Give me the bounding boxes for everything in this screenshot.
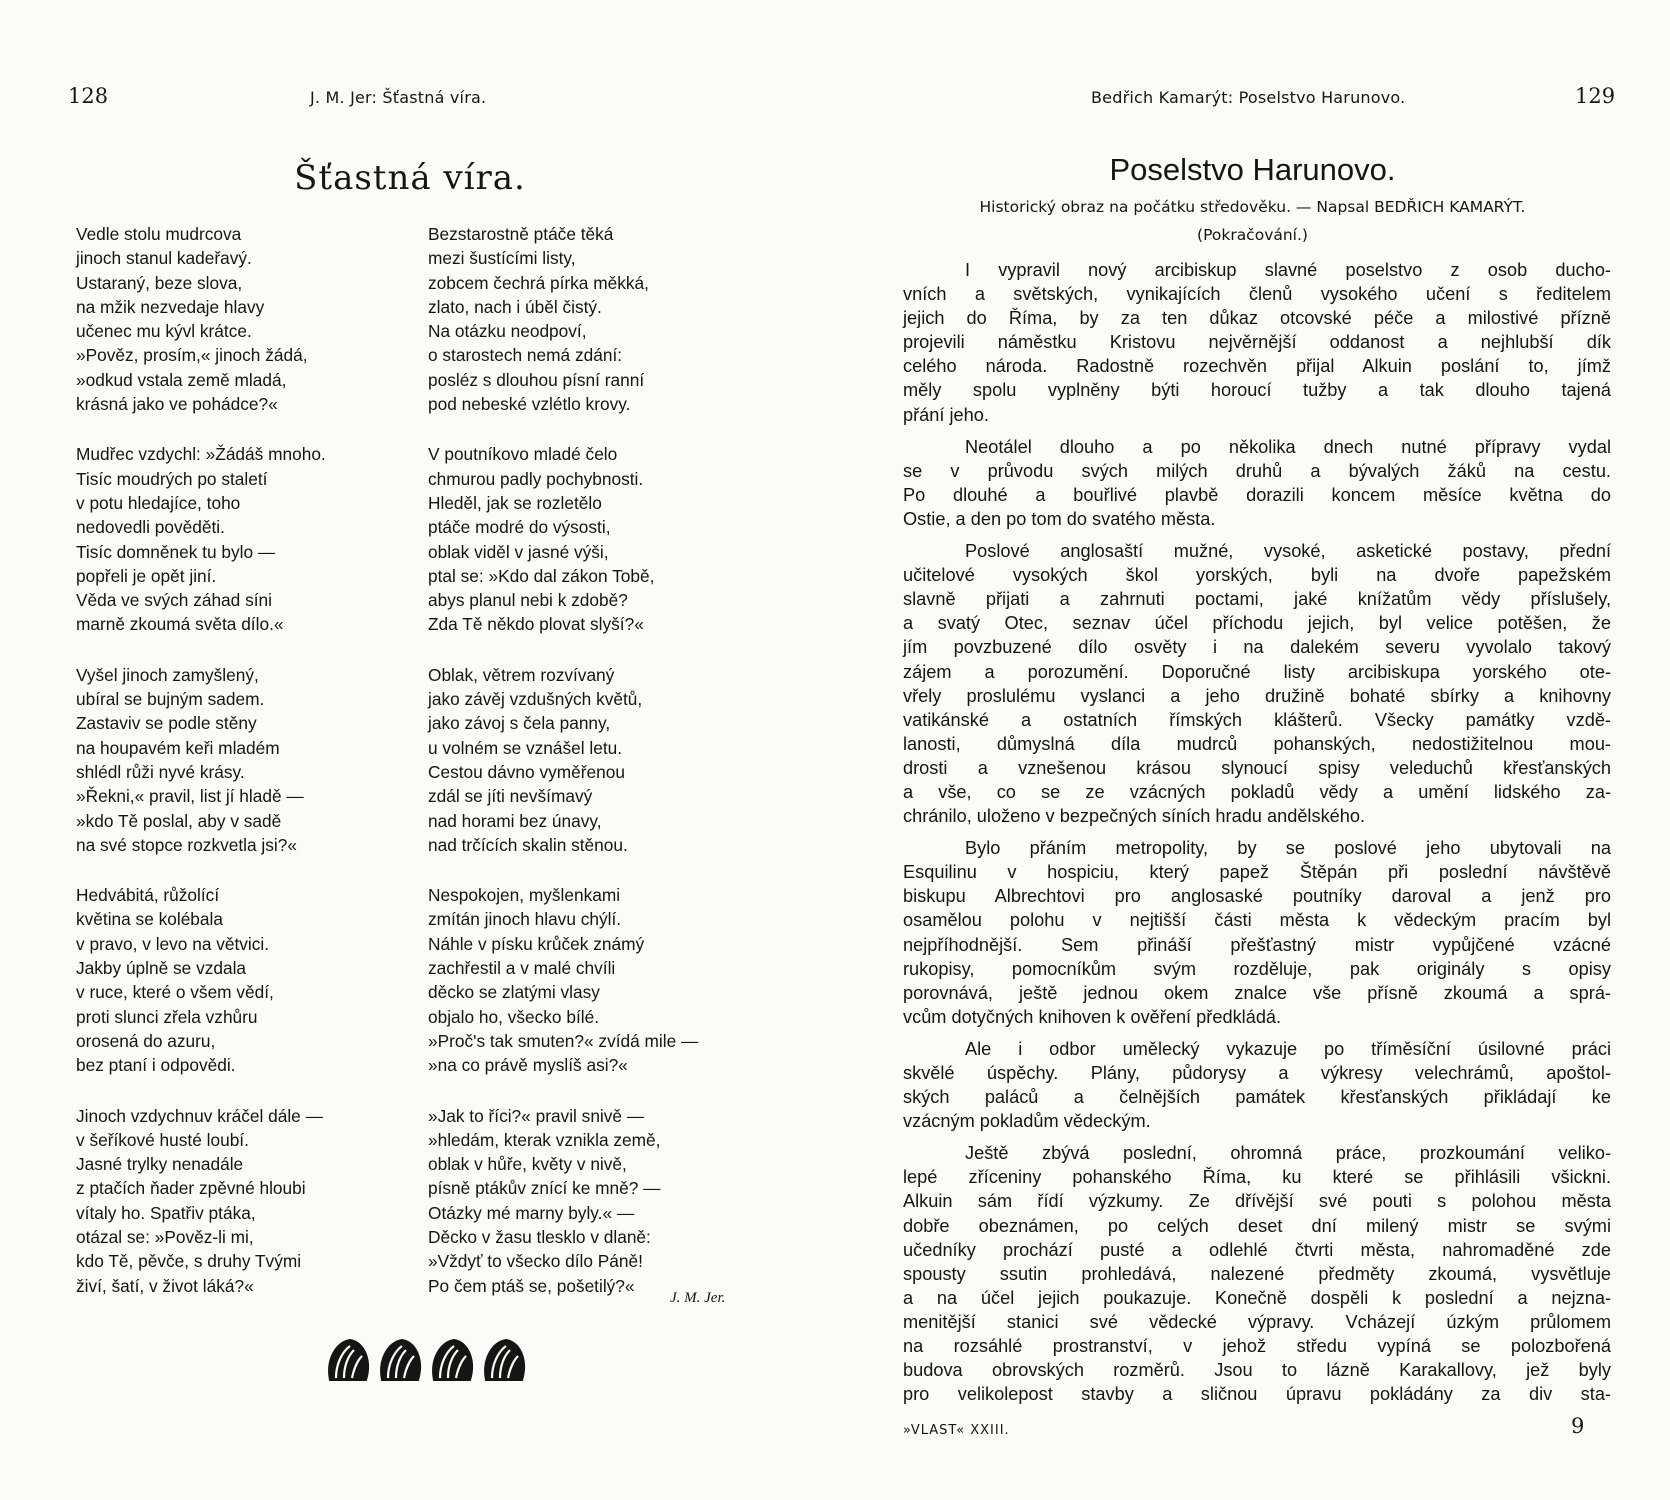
text-line: spousty ssutin prohledává, nalezené předměty zkoumá, vysvětluje (903, 1263, 1611, 1284)
verse-line: Děcko v žasu tlesklo v dlaně: (428, 1226, 651, 1247)
paragraph (903, 1037, 1611, 1133)
verse-line: zlato, nach i úběl čistý. (428, 296, 602, 317)
leaf-ornament-icon (329, 1340, 368, 1380)
verse-line: z ptačích ňader zpěvné hloubi (76, 1178, 306, 1199)
verse-line: otázal se: »Pověz-li mi, (76, 1226, 254, 1247)
leaf-ornament-icon (433, 1340, 472, 1380)
verse-line: ptal se: »Kdo dal zákon Tobě, (428, 565, 655, 586)
text-line: rukopisy, pomocníkům svým rozděluje, pak originály s opisy (903, 958, 1611, 979)
verse-line: Oblak, větrem rozvívaný (428, 664, 615, 685)
text-line: vzácným pokladům vědeckým. (903, 1111, 1151, 1132)
stanza (76, 1104, 406, 1298)
verse-line: v šeříkové husté loubí. (76, 1129, 249, 1150)
verse-line: v ruce, které o všem vědí, (76, 982, 274, 1003)
verse-line: zdál se jíti nevšímavý (428, 786, 593, 807)
verse-line: Náhle v písku krůček známý (428, 933, 645, 954)
paragraph (903, 1141, 1611, 1406)
text-line: Bylo přáním metropolity, by se poslové jeho ubytovali na (965, 838, 1611, 859)
paragraph (903, 836, 1611, 1029)
text-line: Poslové anglosaští mužné, vysoké, asketické postavy, přední (965, 541, 1611, 562)
verse-line: »Pověz, prosím,« jinoch žádá, (76, 345, 308, 366)
stanza (76, 222, 406, 416)
verse-line: Ustaraný, beze slova, (76, 272, 243, 293)
text-line: učitelové vysokých škol yorských, byli na dvoře papežském (903, 565, 1611, 586)
verse-line: Na otázku neodpoví, (428, 321, 587, 342)
verse-line: »Jak to říci?« pravil snivě — (428, 1105, 645, 1126)
text-line: skvělé úspěchy. Plány, půdorysy a výkresy velechrámů, apoštol- (903, 1063, 1611, 1083)
verse-line: »hledám, kterak vznikla země, (428, 1129, 661, 1150)
article-subtitle: Historický obraz na počátku středověku. — Napsal BEDŘICH KAMARÝT. (979, 198, 1526, 216)
text-line: I vypravil nový arcibiskup slavné poselstvo z osob ducho- (965, 260, 1611, 280)
text-line: ských paláců a čelnějších památek křesťanských přikládají ke (903, 1087, 1611, 1108)
verse-line: vítaly ho. Spatřiv ptáka, (76, 1202, 256, 1223)
stanza (428, 442, 788, 636)
verse-line: Zastaviv se podle stěny (76, 713, 257, 734)
verse-line: Vedle stolu mudrcova (76, 224, 242, 244)
verse-line: Jinoch vzdychnuv kráčel dále — (76, 1105, 323, 1126)
stanza (428, 1104, 788, 1298)
poem-signature: J. M. Jer. (670, 1290, 726, 1306)
journal-signature: »VLAST« XXIII. (903, 1423, 1010, 1438)
text-line: jejich do Říma, by za ten důkaz otcovské péče a milostivé přízně (903, 308, 1611, 329)
verse-line: proti slunci zřela vzhůru (76, 1006, 258, 1027)
stanza (76, 883, 406, 1077)
text-line: vřely proslulému vyslanci a jeho družině bohaté sbírky a knihovny (903, 685, 1611, 706)
verse-line: v potu hledajíce, toho (76, 492, 241, 513)
verse-line: »na co právě myslíš asi?« (428, 1055, 628, 1076)
verse-line: učenec mu kývl krátce. (76, 321, 252, 342)
paragraph (903, 435, 1611, 531)
verse-line: živí, šatí, v život láká?« (76, 1275, 254, 1296)
article-continued-note: (Pokračování.) (1197, 226, 1308, 244)
verse-line: abys planul nebi k zdobě? (428, 590, 628, 611)
verse-line: na své stopce rozkvetla jsi?« (76, 834, 297, 855)
verse-line: »odkud vstala země mladá, (76, 369, 287, 390)
right-page (835, 0, 1670, 1500)
text-line: zájem a porozumění. Doporučné listy arcibiskupa yorského ote- (903, 661, 1611, 682)
verse-line: Mudřec vzdychl: »Žádáš mnoho. (76, 444, 326, 465)
verse-line: o starostech nemá zdání: (428, 345, 623, 366)
verse-line: posléz s dlouhou písní ranní (428, 369, 645, 390)
text-line: menitější stanici své vědecké výpravy. Vcházejí úzkým průlomem (903, 1311, 1611, 1332)
verse-line: krásná jako ve pohádce?« (76, 394, 278, 415)
left-running-head: J. M. Jer: Šťastná víra. (310, 88, 487, 107)
verse-line: Tisíc moudrých po staletí (76, 468, 268, 489)
verse-line: ubíral se bujným sadem. (76, 689, 265, 710)
verse-line: zobcem čechrá pírka měkká, (428, 272, 649, 293)
verse-line: nedovedli pověděti. (76, 517, 225, 538)
text-line: lanosti, důmyslná díla mudrců pohanských, nedostižitelnou mou- (903, 733, 1611, 754)
text-line: lepé zříceniny pohanského Říma, ku které se přihlásili všickni. (903, 1167, 1611, 1188)
verse-line: na houpavém keři mladém (76, 737, 280, 758)
article-title: Poselstvo Harunovo. (1109, 152, 1396, 187)
paragraph (903, 258, 1611, 427)
verse-line: oblak viděl v jasné výši, (428, 541, 609, 562)
left-page-number: 128 (68, 84, 109, 108)
article-body (903, 258, 1611, 1414)
text-line: drosti a vznešenou krásou slynoucí spisy veleduchů křesťanských (903, 757, 1611, 778)
text-line: slavně přijati a zahrnuti poctami, jaké knížatům vědy příslušely, (903, 589, 1611, 610)
verse-line: nad horami bez únavy, (428, 810, 602, 831)
verse-line: u volném se vznášel letu. (428, 737, 623, 758)
verse-line: děcko se zlatými vlasy (428, 982, 600, 1003)
verse-line: »Řekni,« pravil, list jí hladě — (76, 786, 304, 807)
text-line: nejpříhodnější. Sem přináší přešťastný mistr vypůjčené vzácné (903, 934, 1611, 955)
text-line: chránilo, uloženo v bezpečných síních hradu andělského. (903, 806, 1366, 827)
text-line: porovnává, ještě jednou okem znalce vše přísně zkoumá a sprá- (903, 982, 1611, 1003)
verse-line: jako závěj vzdušných květů, (428, 689, 643, 710)
verse-line: »Vždyť to všecko dílo Páně! (428, 1251, 643, 1272)
verse-line: mezi šustícími listy, (428, 248, 576, 269)
text-line: učedníky prochází pusté a odlehlé čtvrti města, nahromaděné zde (903, 1239, 1611, 1260)
poem-column-b (428, 222, 788, 1324)
verse-line: marně zkoumá světa dílo.« (76, 614, 284, 635)
text-line: vatikánské a ostatních římských klášterů. Všecky památky vzdě- (903, 709, 1611, 730)
verse-line: Věda ve svých záhad síni (76, 590, 272, 611)
verse-line: v pravo, v levo na větvici. (76, 933, 270, 954)
text-line: projevili náměstku Kristovu nejvěrnější oddanost a nejhlubší dík (903, 332, 1611, 353)
verse-line: Jakby úplně se vzdala (76, 958, 247, 979)
verse-line: Bezstarostně ptáče těká (428, 224, 614, 244)
paragraph (903, 539, 1611, 828)
text-line: Po dlouhé a bouřlivé plavbě dorazili koncem měsíce května do (903, 484, 1611, 505)
verse-line: V poutníkovo mladé čelo (428, 444, 618, 465)
verse-line: »Proč's tak smuten?« zvídá mile — (428, 1030, 699, 1051)
text-line: osamělou polohu v nejtišší části města k vědeckým pracím byl (903, 910, 1611, 931)
verse-line: bez ptaní i odpovědi. (76, 1055, 236, 1076)
poem-column-a (76, 222, 406, 1324)
text-line: budova obrovských rozměrů. Jsou to lázně Karakallovy, jež byly (903, 1360, 1611, 1381)
text-line: Alkuin sám řídí výzkumy. Ze dřívější své pouti s polohou města (903, 1191, 1611, 1212)
sheet-number: 9 (1571, 1414, 1585, 1438)
verse-line: shlédl růži nyvé krásy. (76, 761, 245, 782)
text-line: Neotálel dlouho a po několika dnech nutné přípravy vydal (965, 436, 1611, 457)
verse-line: Zda Tě někdo plovat slyší?« (428, 614, 644, 635)
verse-line: orosená do azuru, (76, 1030, 216, 1051)
text-line: Ještě zbývá poslední, ohromná práce, prozkoumání veliko- (965, 1143, 1611, 1164)
verse-line: oblak v hůře, květy v nivě, (428, 1154, 627, 1175)
text-line: pro velikolepost stavby a sličnou úpravu pokládány za div sta- (903, 1384, 1611, 1405)
text-line: jím povzbuzené dílo osvěty i na dalekém severu vyvolalo takový (903, 637, 1611, 658)
text-line: na rozsáhlé prostranství, v jehož středu vypíná se polozbořená (903, 1336, 1611, 1357)
verse-line: květina se kolébala (76, 909, 223, 930)
verse-line: Jasné trylky nenadále (76, 1154, 244, 1175)
text-line: dobře obeznámen, po celých deset dní milený mistr se svými (903, 1215, 1611, 1236)
verse-line: jinoch stanul kadeřavý. (76, 248, 252, 269)
text-line: Ale i odbor umělecký vykazuje po tříměsíční úsilovné práci (965, 1038, 1611, 1059)
verse-line: zmítán jinoch hlavu chýlí. (428, 909, 622, 930)
text-line: a na účel jejich poukazuje. Konečně dospěli k poslední a nejzna- (903, 1287, 1611, 1308)
right-page-number: 129 (1575, 84, 1616, 108)
verse-line: Otázky mé marny byly.« — (428, 1202, 635, 1223)
text-line: Ostie, a den po tom do svatého města. (903, 508, 1216, 529)
verse-line: zachřestil a v malé chvíli (428, 958, 616, 979)
leaf-ornament-icon (485, 1340, 524, 1380)
verse-line: kdo Tě, pěvče, s druhy Tvými (76, 1251, 302, 1272)
verse-line: Vyšel jinoch zamyšlený, (76, 664, 259, 685)
poem-title: Šťastná víra. (294, 158, 526, 198)
verse-line: na mžik nezvedaje hlavy (76, 296, 265, 317)
verse-line: Tisíc domněnek tu bylo — (76, 541, 276, 562)
verse-line: nad trčících skalin stěnou. (428, 834, 628, 855)
text-line: vcům dotyčných knihoven k ověření předkládá. (903, 1006, 1282, 1027)
verse-line: »kdo Tě poslal, aby v sadě (76, 810, 282, 831)
leaf-ornament-icon (322, 1336, 532, 1382)
verse-line: Hleděl, jak se rozletělo (428, 492, 602, 513)
stanza (428, 663, 788, 857)
text-line: Esquilinu v hospiciu, který papež Štěpán při poslední návštěvě (903, 862, 1611, 883)
verse-line: chmurou padly pochybnosti. (428, 468, 644, 489)
verse-line: Po čem ptáš se, pošetilý?« (428, 1275, 635, 1296)
stanza (76, 442, 406, 636)
verse-line: Cestou dávno vyměřenou (428, 761, 625, 782)
stanza (428, 883, 788, 1077)
text-line: biskupu Albrechtovi pro anglosaské poutníky daroval a jenž pro (903, 886, 1611, 907)
verse-line: popřeli je opět jiní. (76, 565, 217, 586)
text-line: vních a světských, vynikajících členů vysokého učení s ředitelem (903, 284, 1611, 305)
text-line: a svatý Otec, seznav účel příchodu jejich, byl velice potěšen, že (903, 613, 1611, 634)
verse-line: Nespokojen, myšlenkami (428, 885, 621, 906)
verse-line: písně ptákův znící ke mně? — (428, 1178, 661, 1199)
text-line: přání jeho. (903, 404, 989, 425)
verse-line: objalo ho, všecko bílé. (428, 1006, 599, 1027)
text-line: celého národa. Radostně rozechvěn přijal Alkuin poslání to, jímž (903, 356, 1611, 377)
text-line: měly spolu vyplněny býti horoucí tužby a tak dlouho tajená (903, 380, 1611, 401)
verse-line: jako závoj s čela panny, (428, 713, 611, 734)
right-running-head: Bedřich Kamarýt: Poselstvo Harunovo. (1091, 88, 1406, 107)
stanza (76, 663, 406, 857)
verse-line: Hedvábitá, růžolící (76, 885, 220, 906)
leaf-ornament-icon (381, 1340, 420, 1380)
verse-line: ptáče modré do výsosti, (428, 517, 611, 538)
verse-line: pod nebeské vzlétlo krovy. (428, 394, 631, 415)
text-line: se v průvodu svých milých druhů a bývalých žáků na cestu. (903, 460, 1611, 481)
text-line: a vše, co se ze vzácných pokladů vědy a umění lidského za- (903, 781, 1611, 802)
stanza (428, 222, 788, 416)
